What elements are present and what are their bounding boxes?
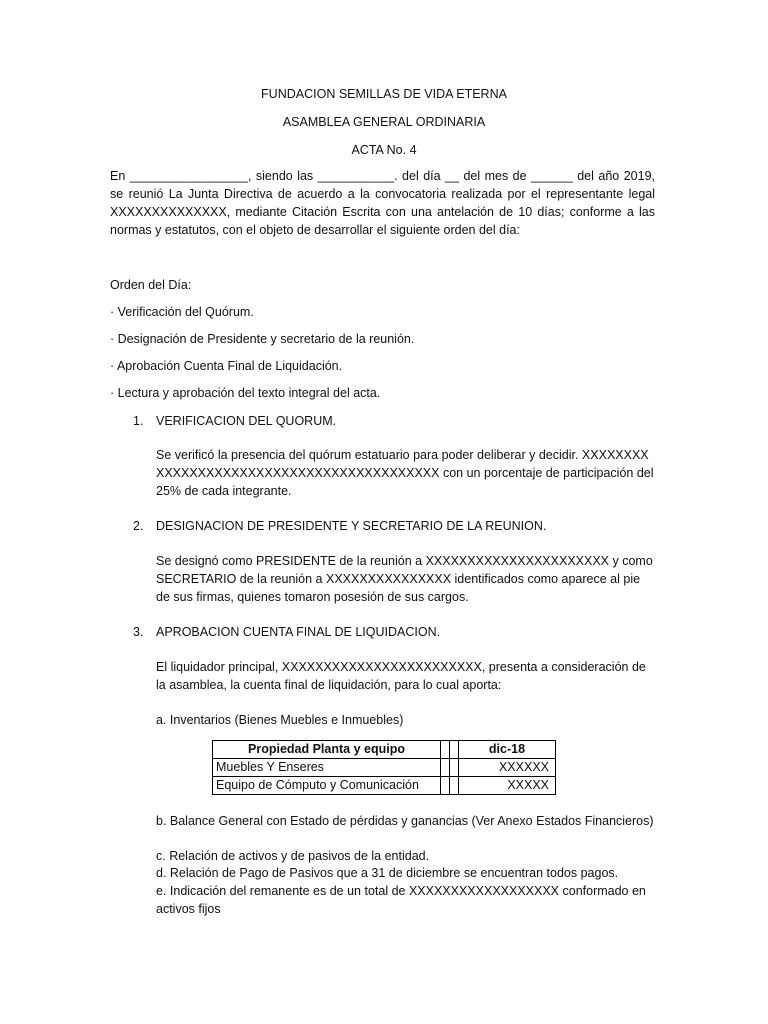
intro-paragraph: En _________________, siendo las ___________. del día __ del mes de ______ del año 2019, se reunió La Junta Directiva de acuerdo a la convocatoria realizada por el representante legal XXXXXXXXXXXXXX, mediante Citación Escrita con una antelación de 10 días; conforme a las normas y estatutos, con el objeto de desarrollar el siguiente orden del día: xyxy=(110,169,655,237)
table-row xyxy=(213,777,556,795)
table-header-row xyxy=(213,741,556,759)
table-spacer-cell xyxy=(441,759,450,777)
agenda-title: Orden del Día: xyxy=(110,278,192,292)
table-row xyxy=(213,759,556,777)
section-title: DESIGNACION DE PRESIDENTE Y SECRETARIO DE LA REUNION. xyxy=(156,519,547,533)
item-d: d. Relación de Pago de Pasivos que a 31 de diciembre se encuentran todos pagos. xyxy=(156,866,619,880)
section-body: El liquidador principal, XXXXXXXXXXXXXXXXXXXXXXXX, presenta a consideración de la asamblea, la cuenta final de liquidación, para lo cual aporta: xyxy=(156,660,646,692)
table-header-cell: Propiedad Planta y equipo xyxy=(213,741,441,759)
section-number: 1. xyxy=(133,414,144,428)
section-number: 3. xyxy=(133,625,144,639)
table-spacer-cell xyxy=(450,741,459,759)
agenda-item: · Verificación del Quórum. xyxy=(110,305,254,319)
section-title: VERIFICACION DEL QUORUM. xyxy=(156,414,337,428)
item-c: c. Relación de activos y de pasivos de la entidad. xyxy=(156,849,430,863)
section-number: 2. xyxy=(133,519,144,533)
section-body: Se verificó la presencia del quórum estatuario para poder deliberar y decidir. XXXXXXXXXXXXXXXXXXXXXXXXXXXXXXXXXXXXXXXXXX con un porcentaje de participación del 25% de cada integrante. xyxy=(156,448,654,498)
table-spacer-cell xyxy=(441,741,450,759)
table-header-cell: dic-18 xyxy=(459,741,556,759)
table-cell: XXXXX xyxy=(459,777,556,795)
act-number: ACTA No. 4 xyxy=(351,143,417,157)
table-cell: XXXXXX xyxy=(459,759,556,777)
table-spacer-cell xyxy=(450,759,459,777)
agenda-item: · Aprobación Cuenta Final de Liquidación. xyxy=(110,359,343,373)
section-body: Se designó como PRESIDENTE de la reunión a XXXXXXXXXXXXXXXXXXXXXX y como SECRETARIO de la reunión a XXXXXXXXXXXXXXX identificados como aparece al pie de sus firmas, quienes tomaron posesión de sus cargos. xyxy=(156,554,653,604)
item-b: b. Balance General con Estado de pérdidas y ganancias (Ver Anexo Estados Financieros) xyxy=(156,814,654,828)
table-spacer-cell xyxy=(441,777,450,795)
table-cell: Muebles Y Enseres xyxy=(213,759,441,777)
section-title: APROBACION CUENTA FINAL DE LIQUIDACION. xyxy=(156,625,441,639)
agenda-item: · Lectura y aprobación del texto integral del acta. xyxy=(110,386,381,400)
assets-table xyxy=(212,740,556,795)
organization-title: FUNDACION SEMILLAS DE VIDA ETERNA xyxy=(261,87,507,101)
meeting-title: ASAMBLEA GENERAL ORDINARIA xyxy=(282,115,486,129)
item-a: a. Inventarios (Bienes Muebles e Inmuebles) xyxy=(156,713,404,727)
agenda-item: · Designación de Presidente y secretario de la reunión. xyxy=(110,332,415,346)
item-e: e. Indicación del remanente es de un total de XXXXXXXXXXXXXXXXXX conformado en activos fijos xyxy=(156,884,646,916)
table-spacer-cell xyxy=(450,777,459,795)
table-cell: Equipo de Cómputo y Comunicación xyxy=(213,777,441,795)
